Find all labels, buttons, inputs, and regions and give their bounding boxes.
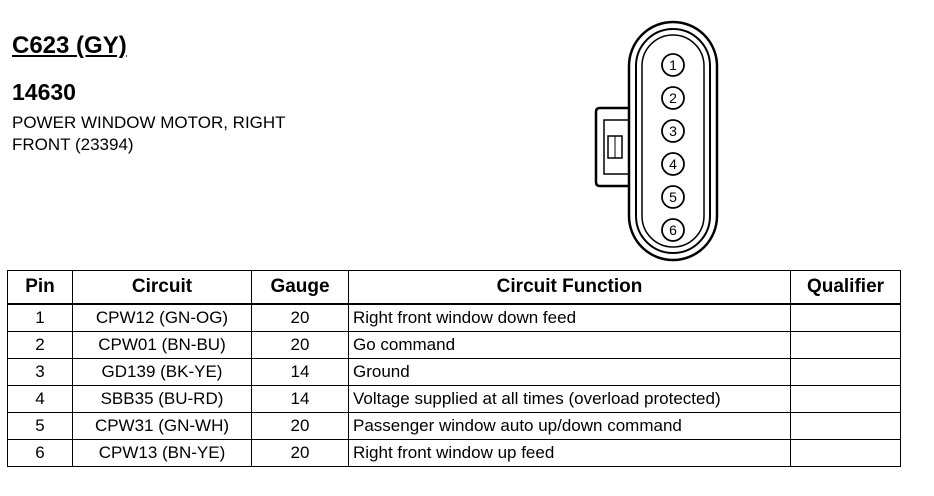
part-number: 14630	[12, 79, 76, 105]
table-row	[8, 440, 901, 467]
cell-qualifier	[791, 332, 901, 359]
cell-gauge: 20	[252, 413, 349, 440]
cell-gauge: 14	[252, 386, 349, 413]
cell-qualifier	[791, 440, 901, 467]
cell-circuit: CPW31 (GN-WH)	[73, 413, 252, 440]
description-line-2: FRONT (23394)	[12, 135, 134, 154]
connector-pin-label: 5	[669, 189, 677, 205]
cell-gauge: 20	[252, 332, 349, 359]
cell-circuit: CPW12 (GN-OG)	[73, 304, 252, 332]
table-row	[8, 304, 901, 332]
cell-pin: 5	[8, 413, 73, 440]
header-qualifier: Qualifier	[791, 271, 901, 305]
connector-description	[12, 112, 372, 156]
cell-circuit-function: Passenger window auto up/down command	[349, 413, 791, 440]
cell-circuit-function: Right front window up feed	[349, 440, 791, 467]
description-line-1: POWER WINDOW MOTOR, RIGHT	[12, 113, 286, 132]
connector-pin-label: 2	[669, 90, 677, 106]
table-row	[8, 332, 901, 359]
cell-gauge: 20	[252, 304, 349, 332]
table-row	[8, 413, 901, 440]
header-gauge: Gauge	[252, 271, 349, 305]
cell-qualifier	[791, 386, 901, 413]
cell-qualifier	[791, 304, 901, 332]
cell-pin: 1	[8, 304, 73, 332]
connector-pin-label: 3	[669, 123, 677, 139]
cell-circuit: CPW01 (BN-BU)	[73, 332, 252, 359]
cell-pin: 2	[8, 332, 73, 359]
cell-pin: 3	[8, 359, 73, 386]
cell-circuit: CPW13 (BN-YE)	[73, 440, 252, 467]
connector-face-icon	[592, 20, 722, 265]
cell-circuit: SBB35 (BU-RD)	[73, 386, 252, 413]
connector-pin-label: 1	[669, 57, 677, 73]
connector-pin-label: 6	[669, 222, 677, 238]
cell-circuit-function: Go command	[349, 332, 791, 359]
cell-pin: 4	[8, 386, 73, 413]
header-pin: Pin	[8, 271, 73, 305]
connector-title: C623 (GY)	[12, 32, 127, 59]
cell-circuit-function: Voltage supplied at all times (overload protected)	[349, 386, 791, 413]
table-row	[8, 386, 901, 413]
header-circuit-function: Circuit Function	[349, 271, 791, 305]
pinout-table	[7, 270, 901, 467]
cell-qualifier	[791, 359, 901, 386]
cell-gauge: 20	[252, 440, 349, 467]
connector-pin-label: 4	[669, 156, 677, 172]
header-circuit: Circuit	[73, 271, 252, 305]
cell-circuit-function: Right front window down feed	[349, 304, 791, 332]
connector-diagram	[592, 20, 722, 270]
cell-qualifier	[791, 413, 901, 440]
table-header-row	[8, 271, 901, 305]
cell-gauge: 14	[252, 359, 349, 386]
cell-circuit-function: Ground	[349, 359, 791, 386]
cell-circuit: GD139 (BK-YE)	[73, 359, 252, 386]
cell-pin: 6	[8, 440, 73, 467]
table-row	[8, 359, 901, 386]
